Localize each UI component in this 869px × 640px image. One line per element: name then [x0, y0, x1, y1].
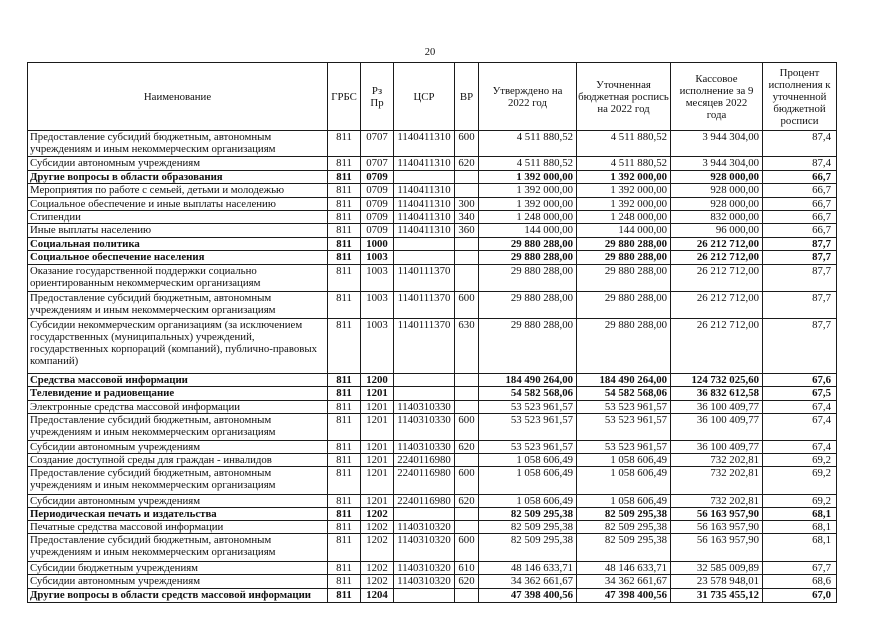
table-row — [28, 157, 837, 171]
cell-refined: 184 490 264,00 — [577, 374, 671, 387]
cell-vr: 600 — [455, 292, 479, 319]
table-row — [28, 467, 837, 495]
cell-executed: 832 000,00 — [671, 211, 763, 224]
cell-csr: 2240116980 — [394, 454, 455, 467]
section-row — [28, 251, 837, 265]
cell-csr — [394, 251, 455, 265]
cell-executed: 732 202,81 — [671, 454, 763, 467]
cell-csr: 1140411310 — [394, 131, 455, 157]
cell-rz-pr: 0707 — [361, 157, 394, 171]
cell-name: Телевидение и радиовещание — [28, 387, 328, 401]
cell-name: Иные выплаты населению — [28, 224, 328, 238]
cell-grbs: 811 — [328, 521, 361, 534]
cell-approved: 29 880 288,00 — [479, 265, 577, 292]
cell-name: Предоставление субсидий бюджетным, автономным учреждениям и иным некоммерческим организациям — [28, 292, 328, 319]
cell-name: Мероприятия по работе с семьей, детьми и молодежью — [28, 184, 328, 198]
cell-name: Предоставление субсидий бюджетным, автономным учреждениям и иным некоммерческим организациям — [28, 467, 328, 495]
cell-csr: 1140411310 — [394, 198, 455, 211]
cell-refined: 29 880 288,00 — [577, 238, 671, 251]
cell-refined: 53 523 961,57 — [577, 401, 671, 414]
cell-csr: 1140411310 — [394, 211, 455, 224]
cell-percent: 66,7 — [763, 171, 837, 184]
cell-name: Другие вопросы в области образования — [28, 171, 328, 184]
cell-executed: 124 732 025,60 — [671, 374, 763, 387]
cell-vr — [455, 171, 479, 184]
cell-name: Субсидии автономным учреждениям — [28, 441, 328, 454]
cell-refined: 1 392 000,00 — [577, 184, 671, 198]
cell-csr — [394, 171, 455, 184]
cell-vr: 340 — [455, 211, 479, 224]
cell-approved: 1 058 606,49 — [479, 454, 577, 467]
cell-csr: 1140111370 — [394, 319, 455, 374]
table-row — [28, 414, 837, 441]
cell-executed: 26 212 712,00 — [671, 238, 763, 251]
cell-refined: 82 509 295,38 — [577, 508, 671, 521]
cell-vr: 620 — [455, 575, 479, 589]
header-refined: Уточненная бюджетная роспись на 2022 год — [577, 63, 671, 131]
cell-name: Субсидии автономным учреждениям — [28, 575, 328, 589]
cell-grbs: 811 — [328, 467, 361, 495]
cell-percent: 87,7 — [763, 265, 837, 292]
section-row — [28, 171, 837, 184]
cell-approved: 82 509 295,38 — [479, 521, 577, 534]
cell-name: Предоставление субсидий бюджетным, автономным учреждениям и иным некоммерческим организациям — [28, 534, 328, 562]
cell-approved: 48 146 633,71 — [479, 562, 577, 575]
cell-csr: 1140411310 — [394, 224, 455, 238]
table-row — [28, 441, 837, 454]
cell-rz-pr: 1000 — [361, 238, 394, 251]
cell-vr: 610 — [455, 562, 479, 575]
cell-vr: 620 — [455, 157, 479, 171]
section-row — [28, 374, 837, 387]
table-row — [28, 131, 837, 157]
cell-name: Электронные средства массовой информации — [28, 401, 328, 414]
cell-percent: 68,6 — [763, 575, 837, 589]
cell-percent: 66,7 — [763, 211, 837, 224]
cell-rz-pr: 0709 — [361, 211, 394, 224]
cell-executed: 31 735 455,12 — [671, 589, 763, 603]
cell-approved: 1 248 000,00 — [479, 211, 577, 224]
cell-refined: 1 058 606,49 — [577, 467, 671, 495]
cell-approved: 53 523 961,57 — [479, 414, 577, 441]
section-row — [28, 508, 837, 521]
cell-percent: 67,6 — [763, 374, 837, 387]
cell-grbs: 811 — [328, 562, 361, 575]
cell-rz-pr: 1202 — [361, 534, 394, 562]
cell-rz-pr: 0709 — [361, 198, 394, 211]
cell-csr: 1140310320 — [394, 575, 455, 589]
cell-refined: 53 523 961,57 — [577, 441, 671, 454]
cell-refined: 1 058 606,49 — [577, 495, 671, 508]
cell-approved: 29 880 288,00 — [479, 238, 577, 251]
cell-percent: 66,7 — [763, 224, 837, 238]
cell-percent: 69,2 — [763, 467, 837, 495]
cell-approved: 53 523 961,57 — [479, 401, 577, 414]
cell-vr — [455, 508, 479, 521]
cell-approved: 29 880 288,00 — [479, 292, 577, 319]
header-vr: ВР — [455, 63, 479, 131]
cell-refined: 1 248 000,00 — [577, 211, 671, 224]
cell-approved: 184 490 264,00 — [479, 374, 577, 387]
cell-grbs: 811 — [328, 374, 361, 387]
cell-refined: 53 523 961,57 — [577, 414, 671, 441]
cell-vr — [455, 387, 479, 401]
cell-rz-pr: 1201 — [361, 441, 394, 454]
cell-vr: 300 — [455, 198, 479, 211]
cell-name: Создание доступной среды для граждан - инвалидов — [28, 454, 328, 467]
cell-grbs: 811 — [328, 575, 361, 589]
cell-vr — [455, 184, 479, 198]
table-row — [28, 319, 837, 374]
header-percent: Процент исполнения к уточненной бюджетной росписи — [763, 63, 837, 131]
cell-name: Социальное обеспечение и иные выплаты населению — [28, 198, 328, 211]
cell-refined: 82 509 295,38 — [577, 521, 671, 534]
cell-vr: 600 — [455, 534, 479, 562]
cell-approved: 4 511 880,52 — [479, 157, 577, 171]
table-row — [28, 401, 837, 414]
cell-grbs: 811 — [328, 319, 361, 374]
header-csr: ЦСР — [394, 63, 455, 131]
cell-executed: 26 212 712,00 — [671, 265, 763, 292]
cell-approved: 1 392 000,00 — [479, 198, 577, 211]
cell-executed: 26 212 712,00 — [671, 319, 763, 374]
cell-percent: 67,5 — [763, 387, 837, 401]
cell-refined: 1 392 000,00 — [577, 171, 671, 184]
cell-rz-pr: 1202 — [361, 575, 394, 589]
cell-refined: 54 582 568,06 — [577, 387, 671, 401]
cell-percent: 87,7 — [763, 319, 837, 374]
cell-grbs: 811 — [328, 508, 361, 521]
cell-name: Другие вопросы в области средств массовой информации — [28, 589, 328, 603]
cell-executed: 32 585 009,89 — [671, 562, 763, 575]
cell-refined: 29 880 288,00 — [577, 319, 671, 374]
cell-rz-pr: 1202 — [361, 508, 394, 521]
cell-rz-pr: 1201 — [361, 467, 394, 495]
cell-csr — [394, 589, 455, 603]
cell-vr: 630 — [455, 319, 479, 374]
table-row — [28, 454, 837, 467]
section-row — [28, 589, 837, 603]
cell-refined: 34 362 661,67 — [577, 575, 671, 589]
cell-name: Субсидии некоммерческим организациям (за исключением государственных (муниципальных) учреждений, государственных корпораций (компаний), публично-правовых компаний) — [28, 319, 328, 374]
cell-csr: 1140310320 — [394, 562, 455, 575]
cell-rz-pr: 1003 — [361, 251, 394, 265]
cell-grbs: 811 — [328, 441, 361, 454]
section-row — [28, 238, 837, 251]
cell-name: Социальное обеспечение населения — [28, 251, 328, 265]
cell-csr: 1140310320 — [394, 521, 455, 534]
cell-name: Предоставление субсидий бюджетным, автономным учреждениям и иным некоммерческим организациям — [28, 414, 328, 441]
cell-refined: 29 880 288,00 — [577, 292, 671, 319]
cell-executed: 928 000,00 — [671, 184, 763, 198]
cell-csr — [394, 508, 455, 521]
cell-percent: 67,4 — [763, 414, 837, 441]
cell-approved: 82 509 295,38 — [479, 534, 577, 562]
table-row — [28, 198, 837, 211]
cell-executed: 732 202,81 — [671, 495, 763, 508]
cell-refined: 82 509 295,38 — [577, 534, 671, 562]
cell-grbs: 811 — [328, 171, 361, 184]
cell-percent: 67,4 — [763, 401, 837, 414]
cell-vr: 360 — [455, 224, 479, 238]
cell-grbs: 811 — [328, 589, 361, 603]
cell-executed: 96 000,00 — [671, 224, 763, 238]
cell-vr — [455, 238, 479, 251]
cell-grbs: 811 — [328, 251, 361, 265]
cell-percent: 87,7 — [763, 238, 837, 251]
cell-vr — [455, 521, 479, 534]
cell-rz-pr: 1201 — [361, 387, 394, 401]
cell-grbs: 811 — [328, 157, 361, 171]
cell-name: Оказание государственной поддержки социально ориентированным некоммерческим организациям — [28, 265, 328, 292]
cell-grbs: 811 — [328, 454, 361, 467]
cell-rz-pr: 1200 — [361, 374, 394, 387]
cell-rz-pr: 1003 — [361, 265, 394, 292]
cell-csr: 1140111370 — [394, 292, 455, 319]
header-grbs: ГРБС — [328, 63, 361, 131]
cell-percent: 87,7 — [763, 292, 837, 319]
cell-refined: 29 880 288,00 — [577, 251, 671, 265]
cell-grbs: 811 — [328, 414, 361, 441]
cell-percent: 69,2 — [763, 454, 837, 467]
cell-rz-pr: 1204 — [361, 589, 394, 603]
cell-vr: 620 — [455, 441, 479, 454]
cell-refined: 47 398 400,56 — [577, 589, 671, 603]
cell-percent: 67,4 — [763, 441, 837, 454]
cell-rz-pr: 1201 — [361, 495, 394, 508]
cell-approved: 53 523 961,57 — [479, 441, 577, 454]
cell-approved: 144 000,00 — [479, 224, 577, 238]
cell-executed: 928 000,00 — [671, 198, 763, 211]
cell-grbs: 811 — [328, 184, 361, 198]
cell-approved: 29 880 288,00 — [479, 319, 577, 374]
cell-executed: 3 944 304,00 — [671, 131, 763, 157]
cell-vr: 600 — [455, 414, 479, 441]
cell-refined: 4 511 880,52 — [577, 157, 671, 171]
cell-approved: 1 058 606,49 — [479, 495, 577, 508]
cell-rz-pr: 1202 — [361, 521, 394, 534]
cell-percent: 67,7 — [763, 562, 837, 575]
cell-executed: 928 000,00 — [671, 171, 763, 184]
cell-name: Стипендии — [28, 211, 328, 224]
table-row — [28, 224, 837, 238]
cell-percent: 68,1 — [763, 521, 837, 534]
cell-approved: 1 392 000,00 — [479, 184, 577, 198]
cell-percent: 69,2 — [763, 495, 837, 508]
cell-refined: 29 880 288,00 — [577, 265, 671, 292]
cell-name: Предоставление субсидий бюджетным, автономным учреждениям и иным некоммерческим организациям — [28, 131, 328, 157]
cell-csr: 1140111370 — [394, 265, 455, 292]
cell-refined: 1 058 606,49 — [577, 454, 671, 467]
cell-percent: 87,4 — [763, 131, 837, 157]
cell-vr: 600 — [455, 131, 479, 157]
header-approved: Утверждено на 2022 год — [479, 63, 577, 131]
cell-rz-pr: 1202 — [361, 562, 394, 575]
cell-executed: 36 100 409,77 — [671, 441, 763, 454]
cell-percent: 68,1 — [763, 534, 837, 562]
cell-approved: 34 362 661,67 — [479, 575, 577, 589]
cell-grbs: 811 — [328, 265, 361, 292]
table-row — [28, 495, 837, 508]
cell-vr — [455, 265, 479, 292]
cell-approved: 54 582 568,06 — [479, 387, 577, 401]
cell-percent: 67,0 — [763, 589, 837, 603]
cell-executed: 36 100 409,77 — [671, 414, 763, 441]
cell-executed: 732 202,81 — [671, 467, 763, 495]
header-name: Наименование — [28, 63, 328, 131]
cell-percent: 68,1 — [763, 508, 837, 521]
cell-csr: 1140411310 — [394, 184, 455, 198]
cell-refined: 144 000,00 — [577, 224, 671, 238]
cell-executed: 56 163 957,90 — [671, 534, 763, 562]
cell-approved: 82 509 295,38 — [479, 508, 577, 521]
page-number: 20 — [424, 47, 436, 58]
cell-executed: 56 163 957,90 — [671, 508, 763, 521]
table-row — [28, 265, 837, 292]
cell-grbs: 811 — [328, 534, 361, 562]
cell-grbs: 811 — [328, 495, 361, 508]
table-header-row — [28, 63, 837, 131]
cell-grbs: 811 — [328, 131, 361, 157]
cell-vr — [455, 251, 479, 265]
cell-csr — [394, 374, 455, 387]
cell-name: Субсидии автономным учреждениям — [28, 157, 328, 171]
table-row — [28, 184, 837, 198]
cell-grbs: 811 — [328, 198, 361, 211]
table-row — [28, 292, 837, 319]
cell-refined: 4 511 880,52 — [577, 131, 671, 157]
cell-rz-pr: 1003 — [361, 292, 394, 319]
cell-approved: 1 058 606,49 — [479, 467, 577, 495]
cell-grbs: 811 — [328, 211, 361, 224]
cell-executed: 3 944 304,00 — [671, 157, 763, 171]
cell-csr — [394, 387, 455, 401]
cell-percent: 87,4 — [763, 157, 837, 171]
cell-approved: 1 392 000,00 — [479, 171, 577, 184]
cell-refined: 48 146 633,71 — [577, 562, 671, 575]
cell-name: Субсидии автономным учреждениям — [28, 495, 328, 508]
cell-percent: 87,7 — [763, 251, 837, 265]
cell-rz-pr: 0707 — [361, 131, 394, 157]
cell-vr — [455, 589, 479, 603]
cell-percent: 66,7 — [763, 198, 837, 211]
cell-csr: 1140310330 — [394, 414, 455, 441]
cell-approved: 4 511 880,52 — [479, 131, 577, 157]
cell-name: Субсидии бюджетным учреждениям — [28, 562, 328, 575]
cell-name: Периодическая печать и издательства — [28, 508, 328, 521]
cell-executed: 26 212 712,00 — [671, 292, 763, 319]
cell-rz-pr: 0709 — [361, 171, 394, 184]
cell-executed: 36 100 409,77 — [671, 401, 763, 414]
cell-grbs: 811 — [328, 292, 361, 319]
cell-approved: 47 398 400,56 — [479, 589, 577, 603]
cell-grbs: 811 — [328, 387, 361, 401]
cell-rz-pr: 1003 — [361, 319, 394, 374]
cell-percent: 66,7 — [763, 184, 837, 198]
cell-name: Средства массовой информации — [28, 374, 328, 387]
cell-vr — [455, 454, 479, 467]
budget-execution-table — [27, 62, 837, 603]
cell-executed: 23 578 948,01 — [671, 575, 763, 589]
cell-executed: 56 163 957,90 — [671, 521, 763, 534]
cell-rz-pr: 1201 — [361, 454, 394, 467]
cell-rz-pr: 1201 — [361, 401, 394, 414]
cell-csr: 1140310320 — [394, 534, 455, 562]
cell-csr: 1140310330 — [394, 401, 455, 414]
table-row — [28, 562, 837, 575]
cell-grbs: 811 — [328, 238, 361, 251]
header-executed: Кассовое исполнение за 9 месяцев 2022 года — [671, 63, 763, 131]
cell-approved: 29 880 288,00 — [479, 251, 577, 265]
cell-executed: 26 212 712,00 — [671, 251, 763, 265]
cell-csr: 2240116980 — [394, 467, 455, 495]
cell-grbs: 811 — [328, 401, 361, 414]
cell-csr: 1140411310 — [394, 157, 455, 171]
table-row — [28, 534, 837, 562]
cell-vr: 620 — [455, 495, 479, 508]
table-row — [28, 575, 837, 589]
header-rz-pr: Рз Пр — [361, 63, 394, 131]
section-row — [28, 387, 837, 401]
table-row — [28, 211, 837, 224]
cell-refined: 1 392 000,00 — [577, 198, 671, 211]
cell-csr — [394, 238, 455, 251]
cell-rz-pr: 0709 — [361, 224, 394, 238]
cell-csr: 2240116980 — [394, 495, 455, 508]
cell-rz-pr: 0709 — [361, 184, 394, 198]
cell-csr: 1140310330 — [394, 441, 455, 454]
cell-vr: 600 — [455, 467, 479, 495]
cell-vr — [455, 374, 479, 387]
cell-name: Печатные средства массовой информации — [28, 521, 328, 534]
cell-rz-pr: 1201 — [361, 414, 394, 441]
table-body — [28, 131, 837, 603]
cell-name: Социальная политика — [28, 238, 328, 251]
cell-vr — [455, 401, 479, 414]
cell-executed: 36 832 612,58 — [671, 387, 763, 401]
table-row — [28, 521, 837, 534]
cell-grbs: 811 — [328, 224, 361, 238]
